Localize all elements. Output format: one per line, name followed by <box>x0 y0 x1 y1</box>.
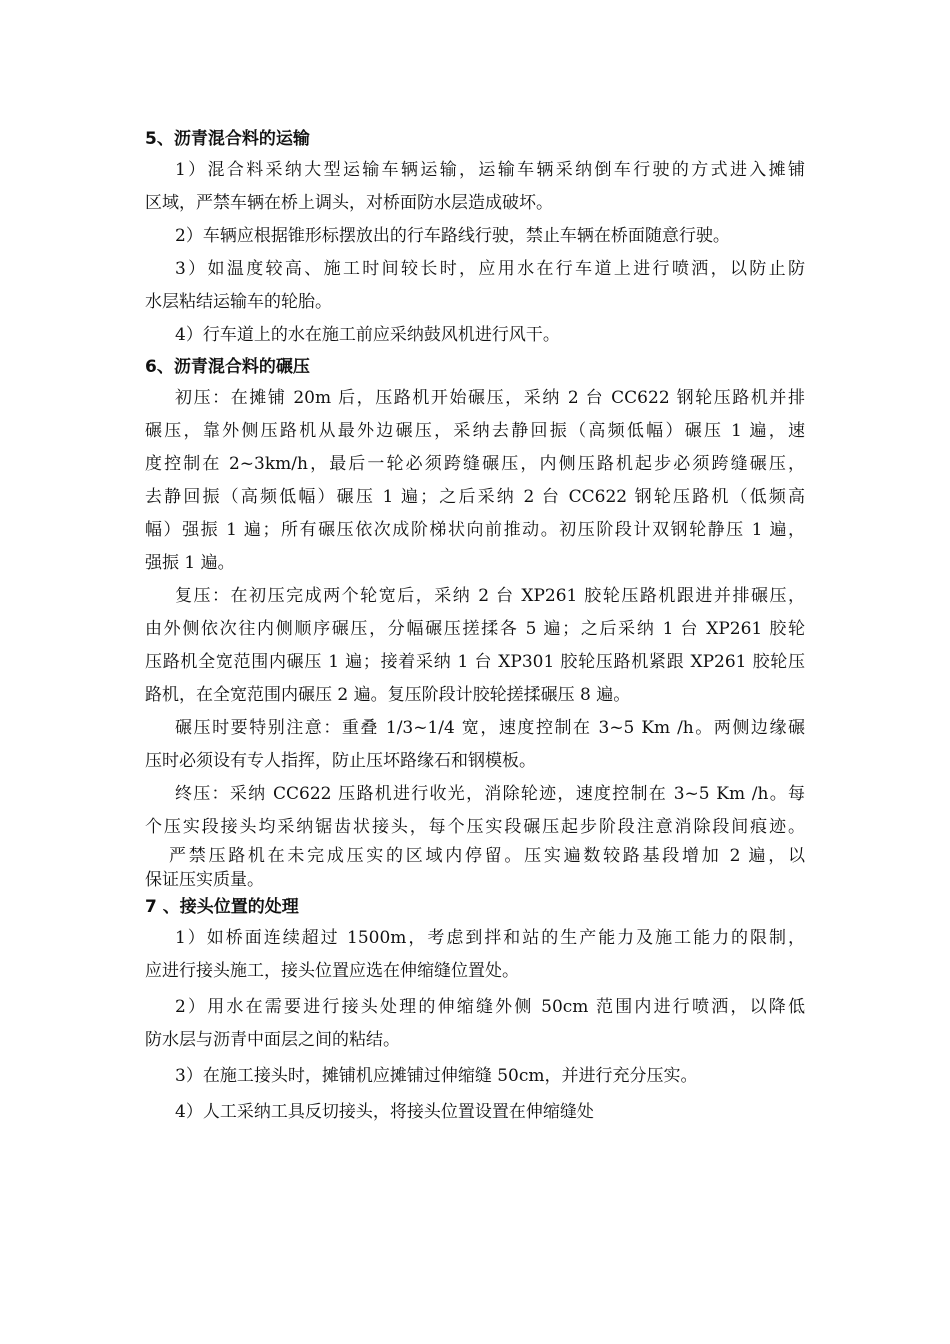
paragraph-line: 应进行接头施工，接头位置应选在伸缩缝位置处。 <box>145 961 519 981</box>
paragraph-line: 严禁压路机在未完成压实的区域内停留。压实遍数较路基段增加 2 遍，以 <box>169 846 805 866</box>
paragraph-line: 3）如温度较高、施工时间较长时，应用水在行车道上进行喷洒，以防止防 <box>175 259 805 279</box>
paragraph-line: 度控制在 2~3km/h，最后一轮必须跨缝碾压，内侧压路机起步必须跨缝碾压， <box>145 454 805 474</box>
paragraph-line: 4）行车道上的水在施工前应采纳鼓风机进行风干。 <box>175 325 560 345</box>
paragraph-line: 保证压实质量。 <box>145 870 264 890</box>
paragraph-line: 个压实段接头均采纳锯齿状接头，每个压实段碾压起步阶段注意消除段间痕迹。 <box>145 817 805 837</box>
paragraph-line: 压路机全宽范围内碾压 1 遍；接着采纳 1 台 XP301 胶轮压路机紧跟 XP261 胶轮压 <box>145 652 805 672</box>
paragraph-line: 由外侧依次往内侧顺序碾压，分幅碾压搓揉各 5 遍；之后采纳 1 台 XP261 胶轮 <box>145 619 805 639</box>
paragraph-line: 1）如桥面连续超过 1500m，考虑到拌和站的生产能力及施工能力的限制， <box>175 928 805 948</box>
paragraph-line: 4）人工采纳工具反切接头，将接头位置设置在伸缩缝处 <box>175 1102 594 1122</box>
paragraph-line: 复压：在初压完成两个轮宽后，采纳 2 台 XP261 胶轮压路机跟进并排碾压， <box>175 586 805 606</box>
paragraph-line: 2）用水在需要进行接头处理的伸缩缝外侧 50cm 范围内进行喷洒，以降低 <box>175 997 805 1017</box>
document-body <box>145 124 805 1129</box>
paragraph-line: 路机，在全宽范围内碾压 2 遍。复压阶段计胶轮搓揉碾压 8 遍。 <box>145 685 631 705</box>
paragraph-line: 碾压时要特别注意：重叠 1/3~1/4 宽，速度控制在 3~5 Km /h。两侧边缘碾 <box>175 718 805 738</box>
paragraph-line: 终压：采纳 CC622 压路机进行收光，消除轮迹，速度控制在 3~5 Km /h。每 <box>175 784 805 804</box>
paragraph-line: 3）在施工接头时，摊铺机应摊铺过伸缩缝 50cm，并进行充分压实。 <box>175 1066 698 1086</box>
paragraph-line: 幅）强振 1 遍；所有碾压依次成阶梯状向前推动。初压阶段计双钢轮静压 1 遍， <box>145 520 805 540</box>
paragraph-line: 1）混合料采纳大型运输车辆运输，运输车辆采纳倒车行驶的方式进入摊铺 <box>175 160 805 180</box>
paragraph-line: 防水层与沥青中面层之间的粘结。 <box>145 1030 400 1050</box>
section-heading: 7 、接头位置的处理 <box>145 897 299 917</box>
paragraph-line: 区域，严禁车辆在桥上调头，对桥面防水层造成破坏。 <box>145 193 553 213</box>
paragraph-line: 碾压，靠外侧压路机从最外边碾压，采纳去静回振（高频低幅）碾压 1 遍，速 <box>145 421 805 441</box>
paragraph-line: 初压：在摊铺 20m 后，压路机开始碾压，采纳 2 台 CC622 钢轮压路机并排 <box>175 388 805 408</box>
section-heading: 6、沥青混合料的碾压 <box>145 357 310 377</box>
section-heading: 5、沥青混合料的运输 <box>145 129 310 149</box>
paragraph-line: 强振 1 遍。 <box>145 553 235 573</box>
paragraph-line: 2）车辆应根据锥形标摆放出的行车路线行驶，禁止车辆在桥面随意行驶。 <box>175 226 730 246</box>
paragraph-line: 去静回振（高频低幅）碾压 1 遍；之后采纳 2 台 CC622 钢轮压路机（低频高 <box>145 487 805 507</box>
paragraph-line: 水层粘结运输车的轮胎。 <box>145 292 332 312</box>
paragraph-line: 压时必须设有专人指挥，防止压坏路缘石和钢模板。 <box>145 751 536 771</box>
